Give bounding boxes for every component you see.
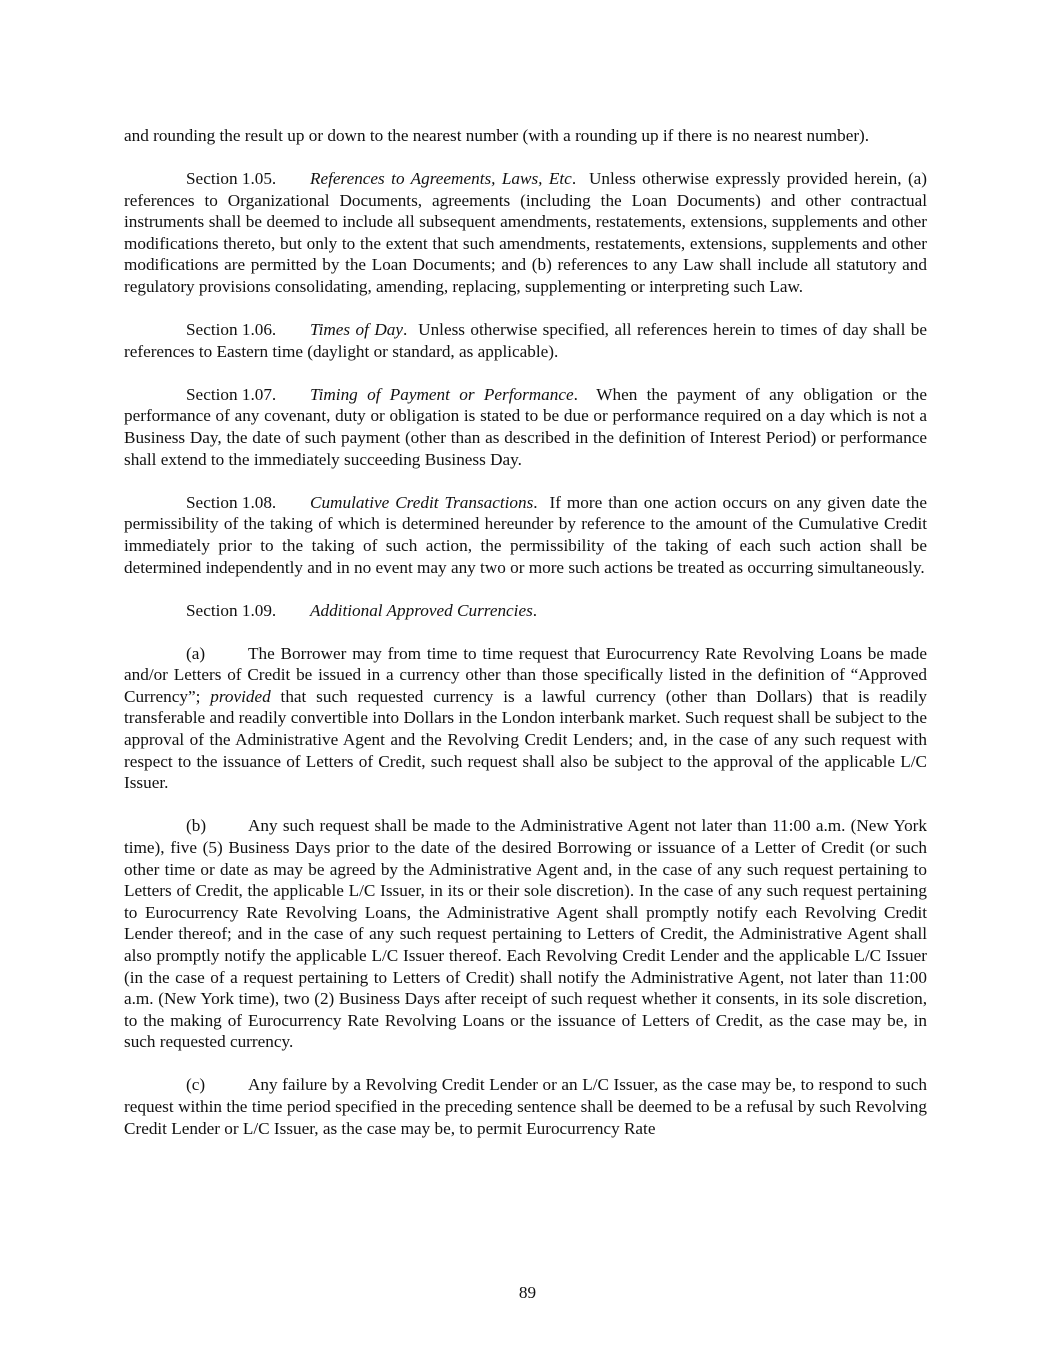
paragraph-text: and rounding the result up or down to the nearest number (with a rounding up if there is no nearest number). — [124, 126, 870, 145]
section-body: When the payment of any obligation or the performance of any covenant, duty or obligation is stated to be due or performance required on a day which is not a Business Day, the date of such payment (other than as described in the definition of Interest Period) or performance shall extend to the immediately succeeding Business Day. — [124, 384, 927, 469]
section-number: Section 1.09. — [186, 600, 277, 620]
section-body: Unless otherwise specified, all references herein to times of day shall be references to Eastern time (daylight or standard, as applicable). — [124, 320, 927, 361]
subsection-body: Any such request shall be made to the Administrative Agent not later than 11:00 a.m. (New York time), five (5) Business Days prior to the date of the desired Borrowing or issuance of a Letter of Credit (or such other time or date as may be agreed by the Administrative Agent and, in the case of any such request pertaining to Letters of Credit, the applicable L/C Issuer, in its or their sole discretion). In the case of any such request pertaining to Eurocurrency Rate Revolving Loans, the Administrative Agent shall promptly notify each Revolving Credit Lender thereof; and in the case of any such request pertaining to Letters of Credit, the Administrative Agent shall also promptly notify the applicable L/C Issuer thereof. Each Revolving Credit Lender and the applicable L/C Issuer (in the case of a request pertaining to Letters of Credit) shall notify the Administrative Agent, not later than 11:00 a.m. (New York time), two (2) Business Days after receipt of such request whether it consents, in its sole discretion, to the making of Eurocurrency Rate Revolving Loans or the issuance of Letters of Credit, as the case may be, in such requested currency. — [124, 816, 927, 1052]
page-number: 89 — [518, 1283, 537, 1302]
subsection-label: (b) — [186, 816, 207, 836]
subsection-b — [124, 815, 927, 1053]
section-heading: Times of Day — [310, 320, 403, 340]
section-heading: Additional Approved Currencies — [310, 600, 533, 620]
subsection-body: Any failure by a Revolving Credit Lender or an L/C Issuer, as the case may be, to respond to such request within the time period specified in the preceding sentence shall be deemed to be a refusal by such Revolving Credit Lender or L/C Issuer, as the case may be, to permit Eurocurrency Rate — [124, 1075, 927, 1138]
section-1-08: Section 1.08. Cumulative Credit Transactions. If more than one action occurs on any given date the permissibility of the taking of which is determined hereunder by reference to the amount of the Cumulative Credit immediately prior to the taking of such action, the permissibility of the taking of each such action shall be determined independently and in no event may any two or more such actions be treated as occurring simultaneously. — [124, 492, 927, 577]
subsection-body-part-2: that such requested currency is a lawful currency (other than Dollars) that is readily transferable and readily convertible into Dollars in the London interbank market. Such request shall be subject to the approval of the Administrative Agent and the Revolving Credit Lenders; and, in the case of any such request with respect to the issuance of Letters of Credit, such request shall also be subject to the approval of the applicable L/C Issuer. — [124, 686, 927, 793]
section-number: Section 1.07. — [186, 384, 277, 404]
section-1-07: Section 1.07. Timing of Payment or Performance. When the payment of any obligation or the performance of any covenant, duty or obligation is stated to be due or performance required on a day which is not a Business Day, the date of such payment (other than as described in the definition of Interest Period) or performance shall extend to the immediately succeeding Business Day. — [124, 384, 927, 469]
subsection-body-part-1: The Borrower may from time to time request that Eurocurrency Rate Revolving Loans be made and/or Letters of Credit be issued in a currency other than those specifically listed in the definition of “Approved Currency”; — [124, 643, 927, 706]
section-body: If more than one action occurs on any given date the permissibility of the taking of which is determined hereunder by reference to the amount of the Cumulative Credit immediately prior to the taking of such action, the permissibility of the taking of each such action shall be determined independently and in no event may any two or more such actions be treated as occurring simultaneously. — [124, 492, 927, 577]
section-1-06: Section 1.06. Times of Day. Unless otherwise specified, all references herein to times of day shall be references to Eastern time (daylight or standard, as applicable). — [124, 320, 927, 361]
section-heading: Cumulative Credit Transactions — [310, 492, 534, 512]
section-1-05: Section 1.05. References to Agreements, Laws, Etc. Unless otherwise expressly provided herein, (a) references to Organizational Documents, agreements (including the Loan Documents) and other contractual instruments shall be deemed to include all subsequent amendments, restatements, extensions, supplements and other modifications thereto, but only to the extent that such amendments, restatements, extensions, supplements and other modifications are permitted by the Loan Documents; and (b) references to any Law shall include all statutory and regulatory provisions consolidating, amending, replacing, supplementing or interpreting such Law. — [124, 169, 928, 297]
section-number: Section 1.06. — [186, 320, 277, 340]
section-number: Section 1.08. — [186, 492, 277, 512]
subsection-label: (a) — [186, 643, 206, 663]
section-number: Section 1.05. — [186, 169, 277, 189]
document-page — [124, 125, 927, 1161]
paragraph-continuation — [124, 125, 927, 147]
subsection-label: (c) — [186, 1075, 206, 1095]
section-heading: Timing of Payment or Performance — [310, 384, 574, 404]
section-heading: References to Agreements, Laws, Etc — [310, 169, 572, 189]
subsection-a — [124, 643, 927, 794]
subsection-c — [124, 1074, 927, 1139]
section-body: Unless otherwise expressly provided herein, (a) references to Organizational Documents, agreements (including the Loan Documents) and other contractual instruments shall be deemed to include all subsequent amendments, restatements, extensions, supplements and other modifications thereto, but only to the extent that such amendments, restatements, extensions, supplements and other modifications are permitted by the Loan Documents; and (b) references to any Law shall include all statutory and regulatory provisions consolidating, amending, replacing, supplementing or interpreting such Law. — [124, 169, 928, 297]
section-1-09: Section 1.09. Additional Approved Currencies. — [186, 600, 538, 620]
italic-term: provided — [210, 686, 271, 706]
